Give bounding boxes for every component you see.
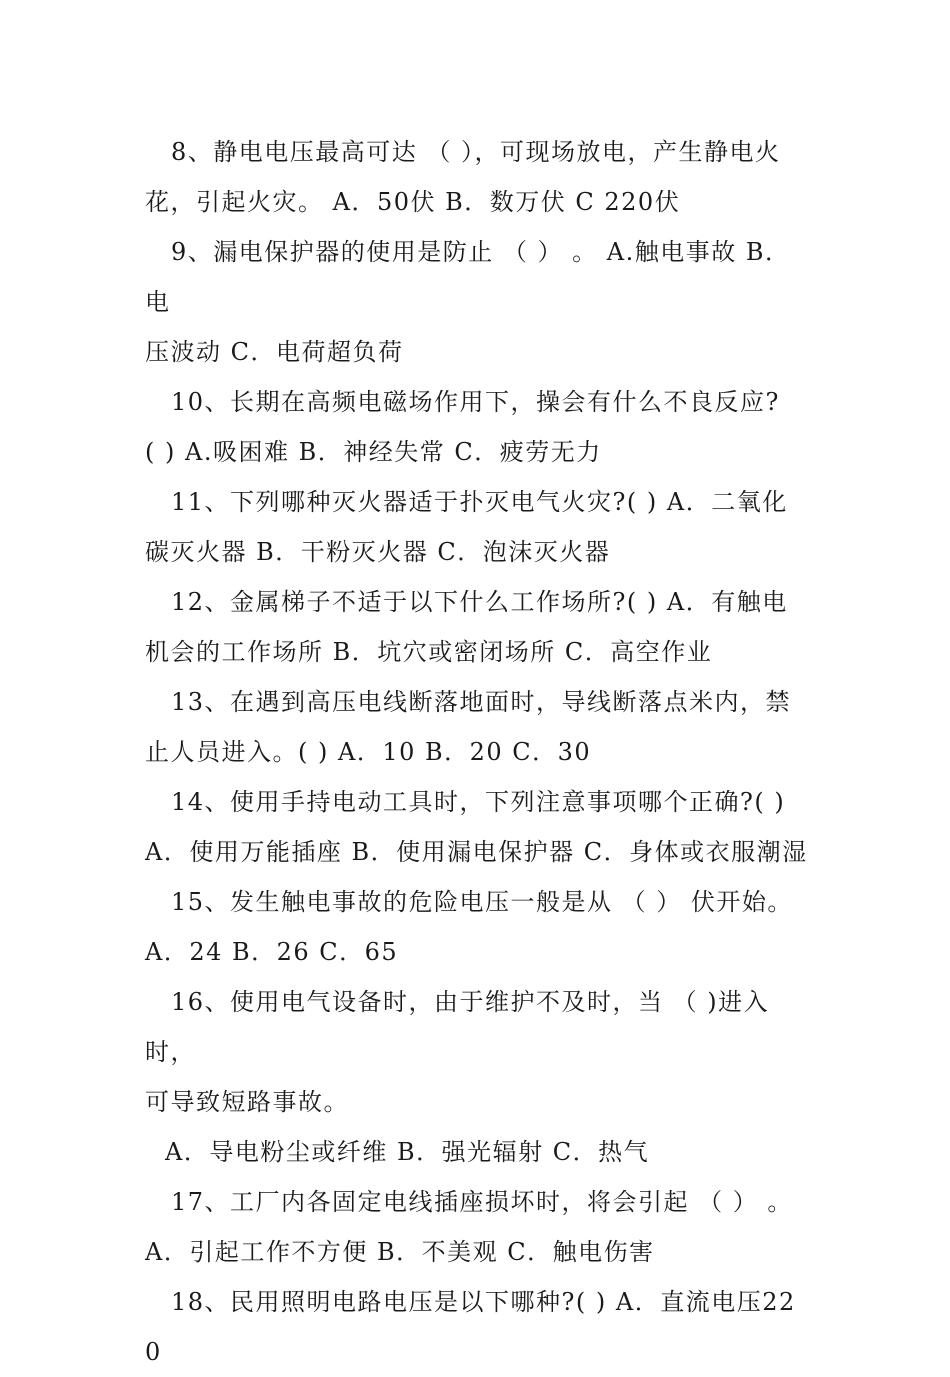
question-17-line-1: 17、工厂内各固定电线插座损坏时，将会引起 （ ） 。 bbox=[171, 1188, 793, 1216]
question-9 bbox=[145, 227, 810, 377]
question-16 bbox=[145, 977, 810, 1127]
question-list bbox=[145, 127, 810, 1377]
question-16-line-1: 16、使用电气设备时，由于维护不及时，当 （ )进入时， bbox=[145, 988, 770, 1066]
question-13-line-1: 13、在遇到高压电线断落地面时，导线断落点米内，禁 bbox=[171, 688, 792, 716]
question-12 bbox=[145, 577, 810, 677]
question-9-line-1: 9、漏电保护器的使用是防止 （ ） 。 A.触电事故 B．电 bbox=[145, 238, 791, 316]
question-9-line-2: 压波动 C．电荷超负荷 bbox=[145, 338, 404, 366]
question-15 bbox=[145, 877, 810, 977]
question-8-line-1: 8、静电电压最高可达 （ ），可现场放电，产生静电火 bbox=[171, 138, 781, 166]
question-17 bbox=[145, 1177, 810, 1277]
question-14-line-1: 14、使用手持电动工具时，下列注意事项哪个正确?( ) bbox=[171, 788, 786, 816]
question-12-line-1: 12、金属梯子不适于以下什么工作场所?( ) A．有触电 bbox=[171, 588, 788, 616]
question-10-line-1: 10、长期在高频电磁场作用下，操会有什么不良反应? bbox=[171, 388, 780, 416]
question-18-line-1: 18、民用照明电路电压是以下哪种?( ) A．直流电压220 bbox=[145, 1288, 796, 1366]
question-11-line-1: 11、下列哪种灭火器适于扑灭电气火灾?( ) A．二氧化 bbox=[171, 488, 788, 516]
question-10 bbox=[145, 377, 810, 477]
question-16-line-2: 可导致短路事故。 bbox=[145, 1088, 349, 1116]
question-11 bbox=[145, 477, 810, 577]
question-14-line-2: A．使用万能插座 B．使用漏电保护器 C．身体或衣服潮湿 bbox=[145, 838, 808, 866]
question-12-line-2: 机会的工作场所 B．坑穴或密闭场所 C．高空作业 bbox=[145, 638, 713, 666]
question-13 bbox=[145, 677, 810, 777]
question-15-line-2: A．24 B．26 C．65 bbox=[145, 938, 399, 966]
question-8-line-2: 花，引起火灾。 A．50伏 B．数万伏 C 220伏 bbox=[145, 188, 681, 216]
question-16-options bbox=[145, 1127, 810, 1177]
question-17-line-2: A．引起工作不方便 B．不美观 C．触电伤害 bbox=[145, 1238, 655, 1266]
question-13-line-2: 止人员进入。( ) A．10 B．20 C．30 bbox=[145, 738, 592, 766]
question-11-line-2: 碳灭火器 B．干粉灭火器 C．泡沫灭火器 bbox=[145, 538, 611, 566]
question-8 bbox=[145, 127, 810, 227]
question-14 bbox=[145, 777, 810, 877]
question-10-line-2: ( ) A.吸困难 B．神经失常 C．疲劳无力 bbox=[145, 438, 602, 466]
question-15-line-1: 15、发生触电事故的危险电压一般是从 （ ） 伏开始。 bbox=[171, 888, 793, 916]
question-16-options-line: A．导电粉尘或纤维 B．强光辐射 C．热气 bbox=[165, 1138, 650, 1166]
question-18 bbox=[145, 1277, 810, 1377]
